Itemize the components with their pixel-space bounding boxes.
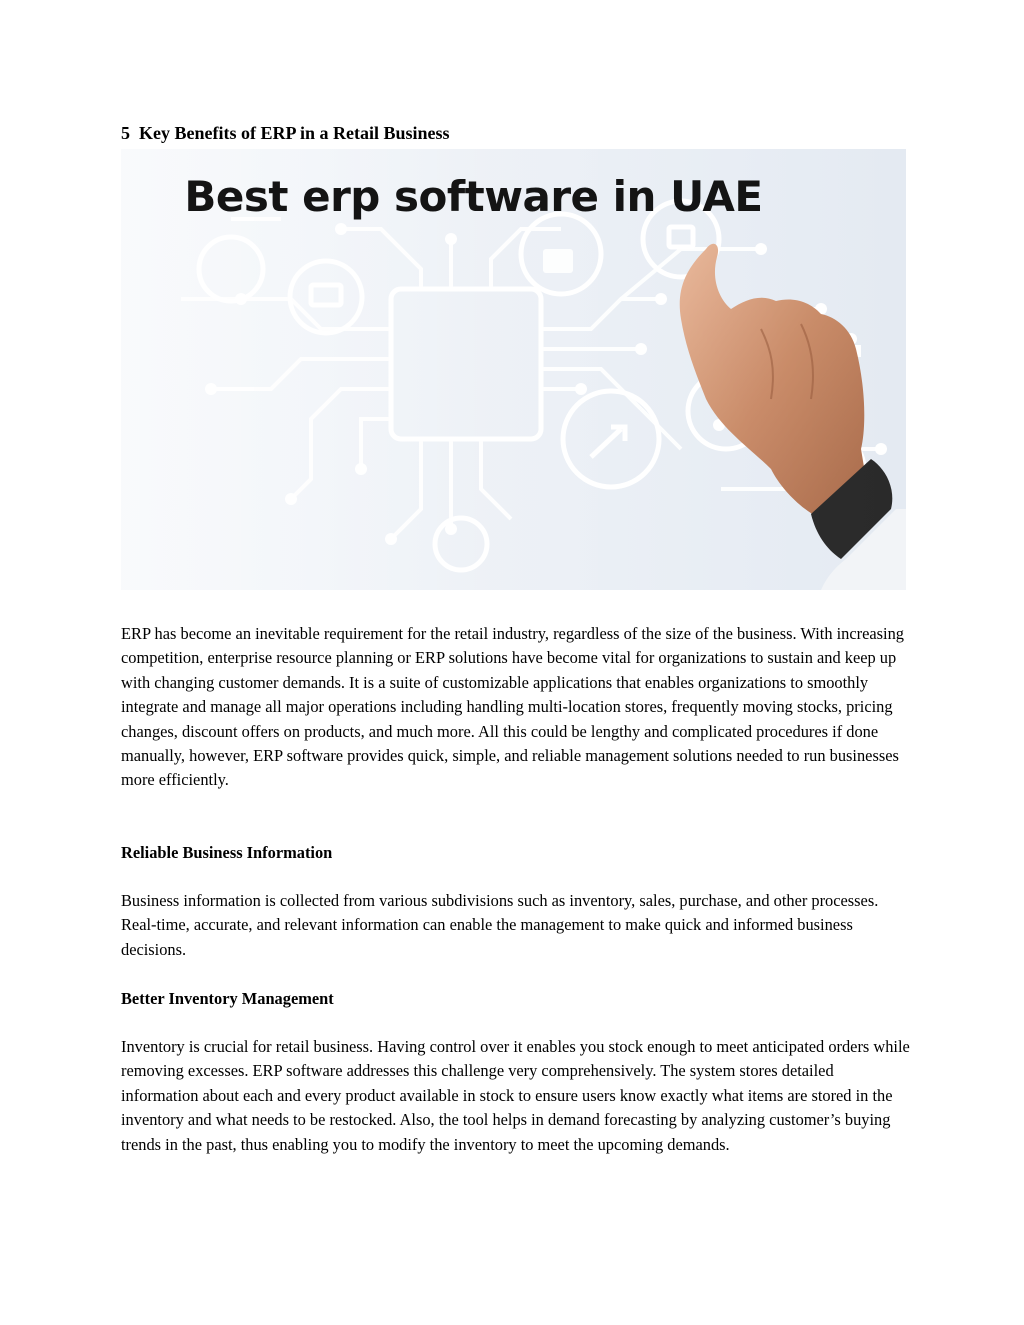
section-heading-better-inventory-management: Better Inventory Management (121, 989, 334, 1008)
document-title: 5 Key Benefits of ERP in a Retail Business (121, 123, 450, 143)
hero-image (121, 149, 906, 590)
section-heading-reliable-business-information: Reliable Business Information (121, 843, 333, 862)
intro-paragraph: ERP has become an inevitable requirement for the retail industry, regardless of the size of the business. With increasing competition, enterprise resource planning or ERP solutions have become vital for organizations to sustain and keep up with changing customer demands. It is a suite of customizable applications that enables organizations to smoothly integrate and manage all major operations including handling multi-location stores, frequently moving stocks, pricing changes, discount offers on products, and much more. All this could be lengthy and complicated procedures if done manually, however, ERP software provides quick, simple, and reliable management solutions needed to run businesses more efficiently. (121, 624, 904, 790)
hero-caption: Best erp software in UAE (184, 172, 763, 221)
section-paragraph-reliable-business-information: Business information is collected from various subdivisions such as inventory, sales, purchase, and other processes. Real-time, accurate, and relevant information can enable the management to make quick and informed business decisions. (121, 891, 879, 959)
section-paragraph-better-inventory-management: Inventory is crucial for retail business. Having control over it enables you stock enough to meet anticipated orders while removing excesses. ERP software addresses this challenge very comprehensively. The system stores detailed information about each and every product available in stock to ensure users know exactly what items are stored in the inventory and what needs to be restocked. Also, the tool helps in demand forecasting by analyzing customer’s buying trends in the past, thus enabling you to modify the inventory to meet the upcoming demands. (121, 1037, 910, 1154)
